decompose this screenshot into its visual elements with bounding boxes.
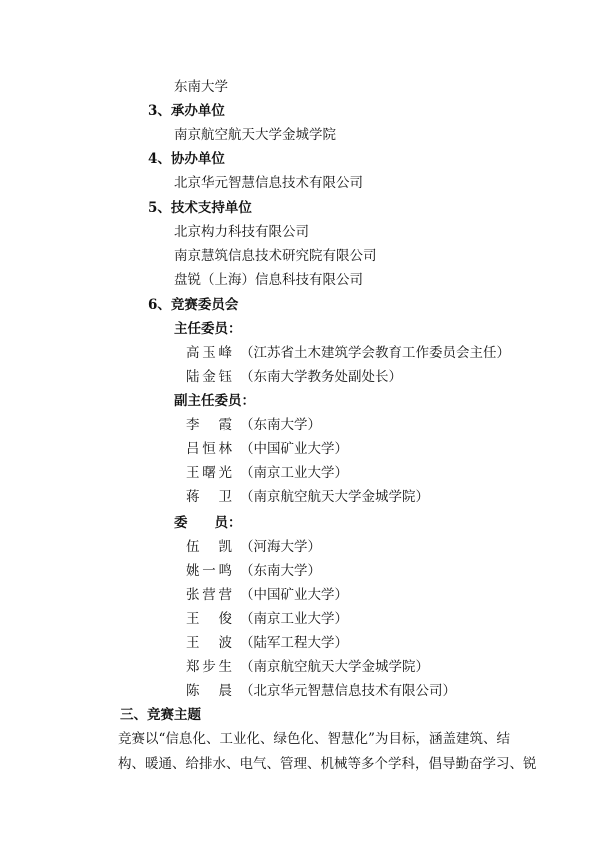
tech-support-heading: 5、技术支持单位 [148, 200, 252, 216]
committee-member-row [0, 464, 600, 482]
member-name: 王曙光 [186, 465, 232, 481]
committee-member-row [0, 610, 600, 628]
tech-support-item: 南京慧筑信息技术研究院有限公司 [174, 248, 377, 264]
committee-member-row [0, 440, 600, 458]
committee-member-row [0, 682, 600, 700]
vice-chair-label: 副主任委员： [174, 393, 255, 409]
committee-member-row [0, 368, 600, 386]
committee-member-row [0, 344, 600, 362]
theme-line: 构、暖通、给排水、电气、管理、机械等多个学科，倡导勤奋学习、锐 [118, 755, 537, 772]
member-affiliation: （南京工业大学） [240, 465, 348, 481]
committee-member-row [0, 488, 600, 506]
host-item: 南京航空航天大学金城学院 [174, 127, 336, 143]
member-name: 姚一鸣 [186, 563, 232, 579]
member-name: 张营营 [186, 587, 232, 603]
member-name: 高玉峰 [186, 345, 232, 361]
member-label: 委 员： [174, 515, 242, 531]
tech-support-item: 盘锐（上海）信息科技有限公司 [174, 272, 363, 288]
committee-member-row [0, 586, 600, 604]
member-affiliation: （河海大学） [240, 539, 321, 555]
theme-line: 竞赛以“信息化、工业化、绿色化、智慧化”为目标，涵盖建筑、结 [118, 731, 510, 747]
member-affiliation: （南京工业大学） [240, 611, 348, 627]
committee-member-row [0, 562, 600, 580]
member-affiliation: （陆军工程大学） [240, 635, 348, 651]
member-name: 李霞 [186, 417, 232, 433]
theme-paragraph [118, 727, 537, 776]
committee-member-row [0, 416, 600, 434]
member-affiliation: （南京航空航天大学金城学院） [240, 489, 429, 505]
co-host-heading: 4、协办单位 [148, 151, 225, 167]
member-name: 伍凯 [186, 539, 232, 555]
member-name: 郑步生 [186, 659, 232, 675]
host-heading: 3、承办单位 [148, 103, 225, 119]
committee-member-row [0, 538, 600, 556]
chair-label: 主任委员： [174, 321, 242, 337]
member-affiliation: （中国矿业大学） [240, 587, 348, 603]
member-affiliation: （中国矿业大学） [240, 441, 348, 457]
organizer-tail: 东南大学 [174, 79, 228, 95]
member-name: 王波 [186, 635, 232, 651]
member-name: 陈晨 [186, 683, 232, 699]
committee-heading: 6、竞赛委员会 [148, 297, 239, 313]
member-name: 王俊 [186, 611, 232, 627]
member-name: 吕恒林 [186, 441, 232, 457]
member-affiliation: （东南大学） [240, 563, 321, 579]
committee-member-row [0, 658, 600, 676]
theme-heading: 三、竞赛主题 [120, 707, 201, 723]
member-affiliation: （江苏省土木建筑学会教育工作委员会主任） [240, 345, 510, 361]
tech-support-item: 北京构力科技有限公司 [174, 224, 309, 240]
member-affiliation: （东南大学） [240, 417, 321, 433]
member-affiliation: （北京华元智慧信息技术有限公司） [240, 683, 456, 699]
committee-member-row [0, 634, 600, 652]
member-name: 蒋卫 [186, 489, 232, 505]
member-affiliation: （南京航空航天大学金城学院） [240, 659, 429, 675]
co-host-item: 北京华元智慧信息技术有限公司 [174, 175, 363, 191]
member-name: 陆金钰 [186, 369, 232, 385]
member-affiliation: （东南大学教务处副处长） [240, 369, 402, 385]
